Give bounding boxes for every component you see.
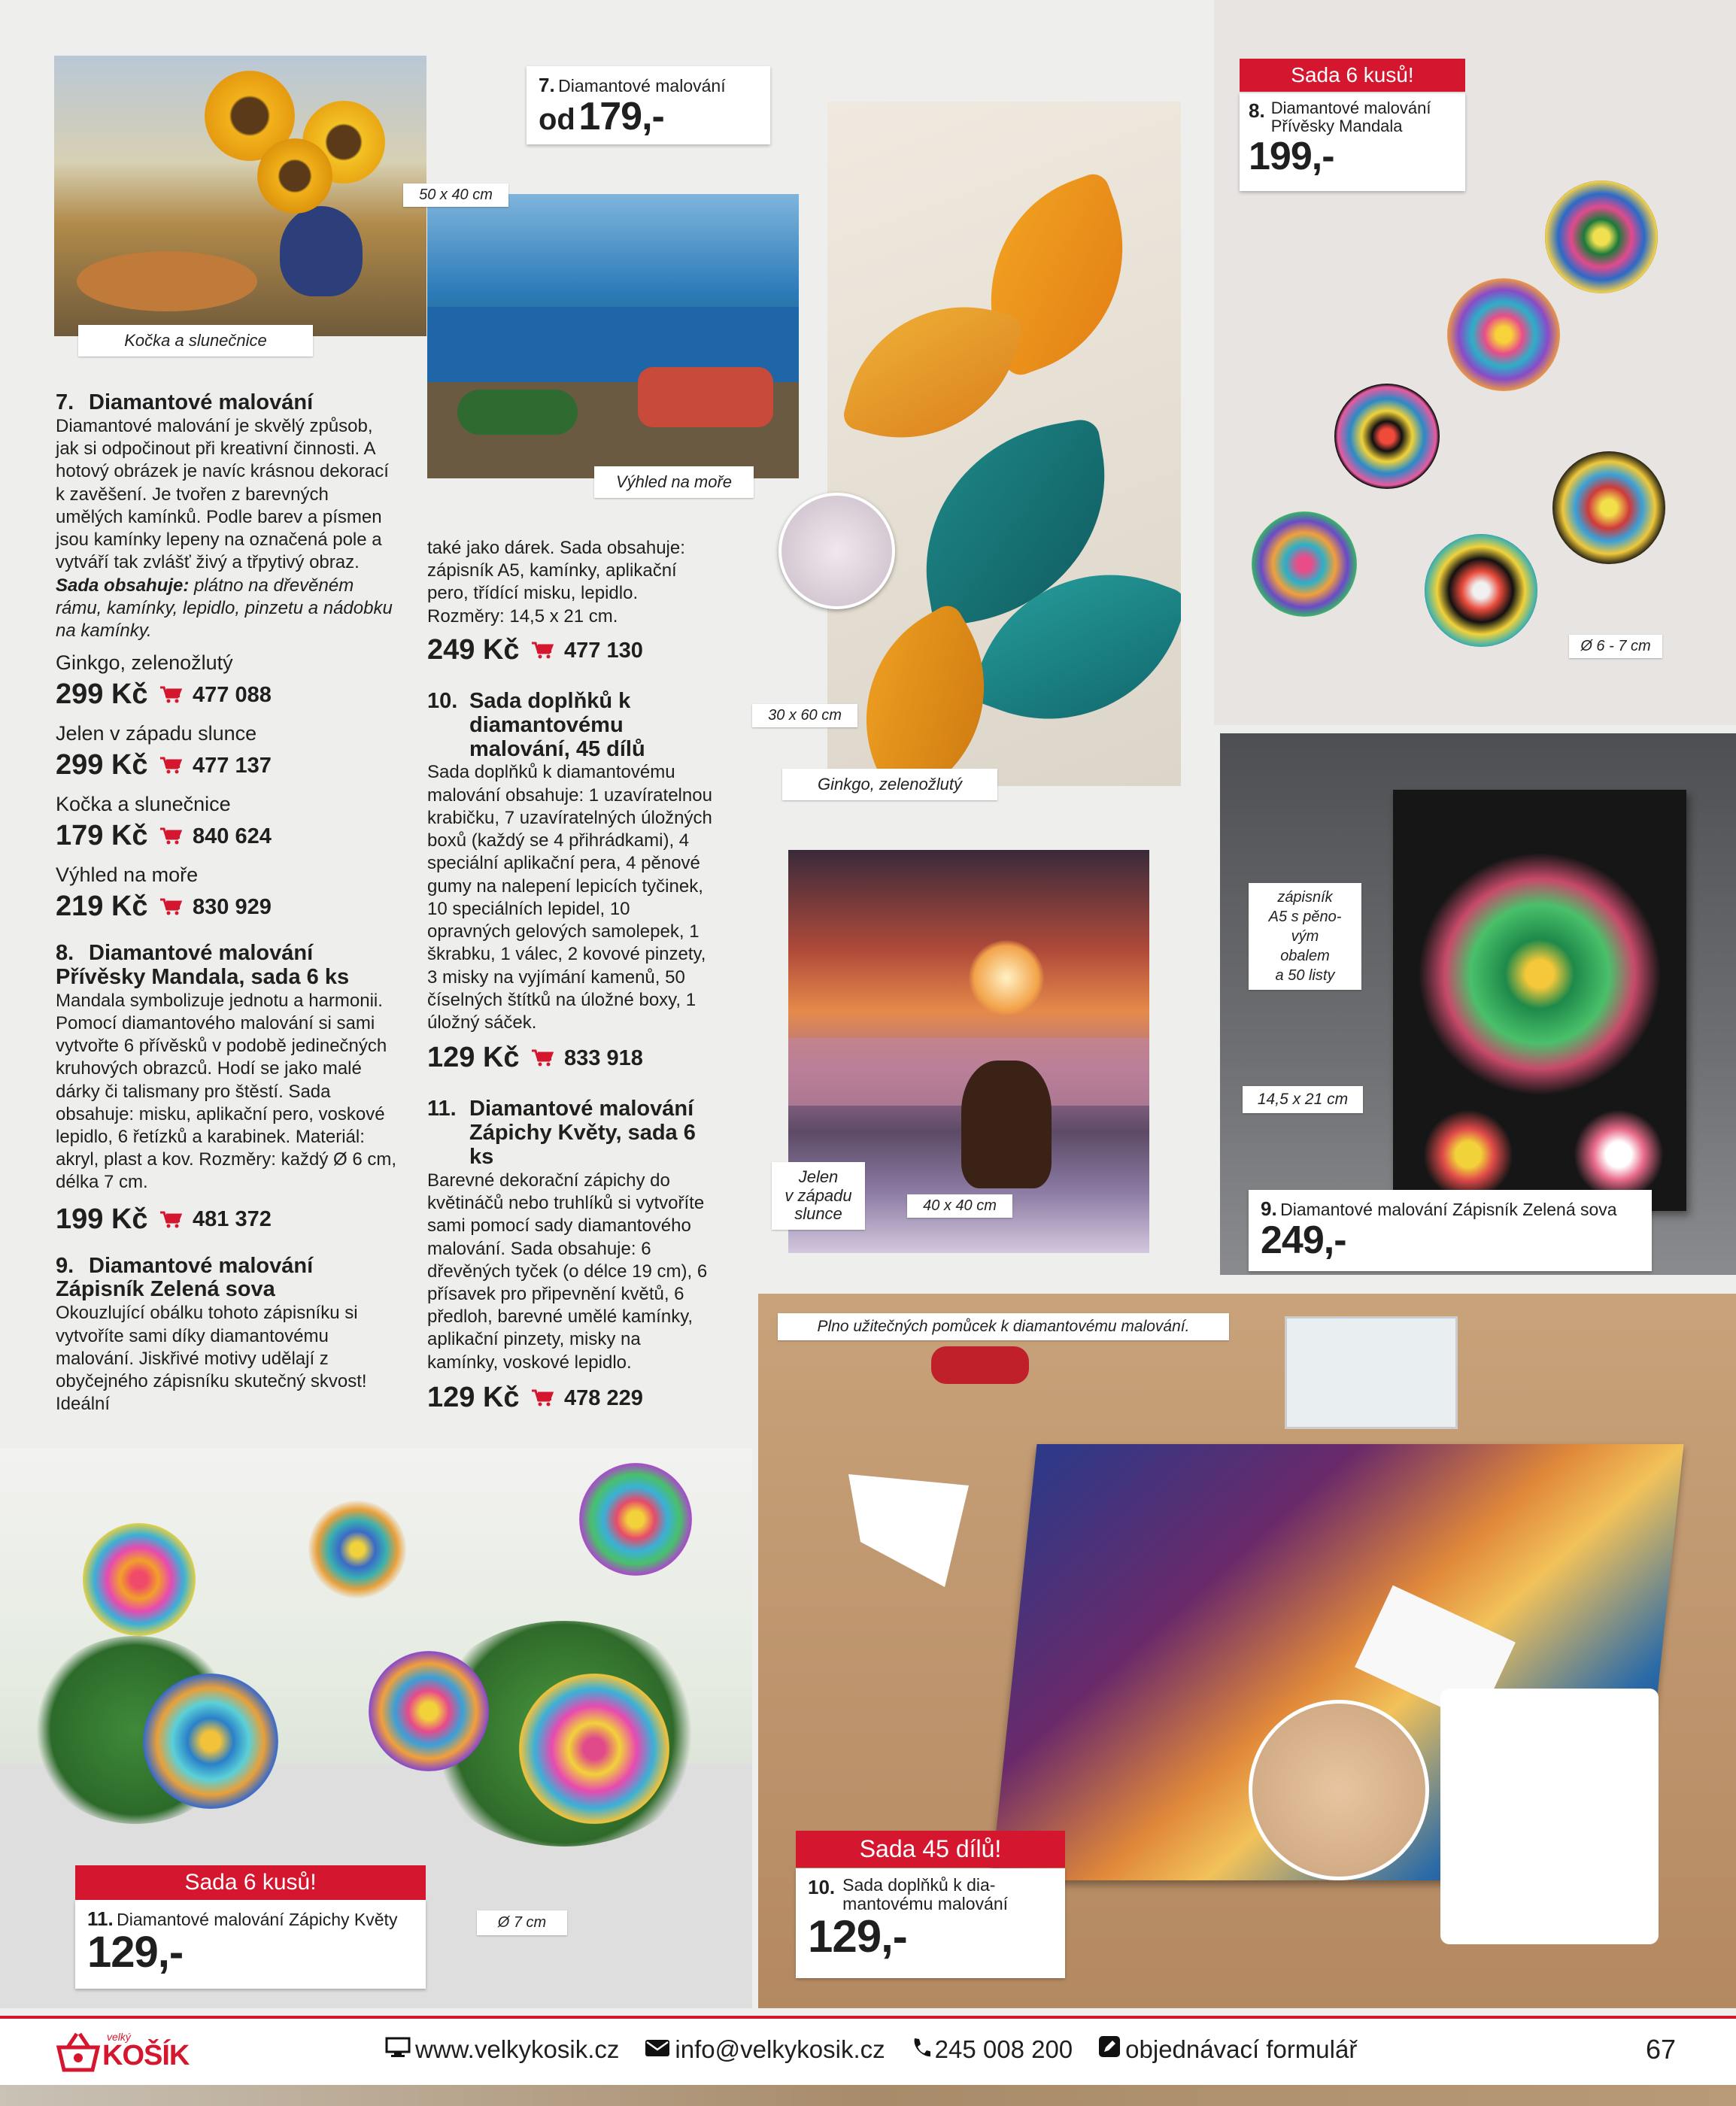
badge-set-45-parts: Sada 45 dílů!	[796, 1831, 1065, 1868]
size-ginkgo: 30 x 60 cm	[752, 704, 857, 727]
desc-product-8: Mandala symbolizuje jednotu a harmonii. Pomocí diamantového malování si sami vytvořte 6 přívěsků v podobě jedinečných kruhových obrazců. Hodí se jako malé dárky či talismany pro štěstí. Sada obsahuje: misku, aplikační pero, voskové lepidlo, 6 řetízků a karabinek. Materiál: akryl, plast a kov. Rozměry: každý Ø 6 cm, délka 7 cm.	[56, 990, 397, 1193]
price-7: 179,-	[578, 95, 664, 138]
envelope-icon	[645, 2035, 670, 2064]
size-deer: 40 x 40 cm	[907, 1194, 1012, 1218]
heading-product-9: 9. Diamantové malování Zápisník Zelená sova	[56, 1253, 314, 1302]
text-column-1	[56, 385, 397, 1416]
footer-bottom-strip	[0, 2085, 1736, 2106]
price-row-product-8: 199 Kč 481 372	[56, 1203, 272, 1235]
desc-product-11: Barevné dekorační zápichy do květináčů nebo truhlíků si vytvoříte sami pomocí sady diamantového malování. Sada obsahuje: 6 dřevěných tyček (o délce 19 cm), 6 přísavek pro připevnění květů, 6 předloh, barevné umělé kamínky, aplikační pinzety, misky na kamínky, voskové lepidlo.	[427, 1170, 708, 1373]
heading-product-8: 8. Diamantové malování Přívěsky Mandala, sada 6 ks	[56, 940, 350, 989]
text-column-2	[427, 537, 713, 1416]
velky-kosik-logo[interactable]	[54, 2029, 197, 2077]
phone-icon	[911, 2035, 930, 2064]
size-notebook: 14,5 x 21 cm	[1243, 1086, 1363, 1113]
price-box-8: 8. Diamantové malování Přívěsky Mandala 199,-	[1240, 93, 1465, 191]
variant-name: Výhled na moře	[56, 863, 199, 886]
footer-order-form-link[interactable]: objednávací formulář	[1098, 2035, 1357, 2064]
badge-set-6-picks: Sada 6 kusů!	[75, 1865, 426, 1900]
variant-name: Ginkgo, zelenožlutý	[56, 651, 233, 675]
photo-ginkgo	[827, 102, 1181, 786]
cart-icon[interactable]	[159, 1211, 182, 1229]
desc-product-9-cont: také jako dárek. Sada obsahuje: zápisník A5, kamínky, aplikační pero, třídící misku, lepidlo. Rozměry: 14,5 x 21 cm.	[427, 538, 685, 627]
size-flowers: Ø 7 cm	[477, 1910, 567, 1935]
photo-cat-sunflowers	[54, 56, 426, 336]
price-box-10: 10. Sada doplňků k dia- mantovému malování 129,-	[796, 1868, 1065, 1978]
footer-web-link[interactable]: www.velkykosik.cz	[385, 2035, 619, 2064]
edit-form-icon	[1098, 2035, 1121, 2064]
desc-product-7: Diamantové malování je skvělý způsob, jak si odpočinout při kreativní činnosti. A hotový obrázek je navíc krásnou dekorací k zavěšení. Je tvořen z barevných umělých kamínků. Podle barev a písmen jsou kamínky lepeny na označená pole a vytváří tak zvlášť živý a třpytivý obraz.	[56, 415, 389, 573]
page-number: 67	[1645, 2034, 1676, 2065]
footer-email-link[interactable]: info@velkykosik.cz	[645, 2035, 885, 2064]
cart-icon[interactable]	[531, 1389, 554, 1407]
price-box-7: 7. Diamantové malování od 179,-	[527, 66, 770, 144]
price-11: 129,-	[87, 1928, 184, 1977]
logo-small-text: velký	[107, 2031, 131, 2043]
diamond-closeup	[778, 493, 895, 609]
cart-icon[interactable]	[531, 642, 554, 660]
caption-cat: Kočka a slunečnice	[78, 325, 313, 357]
cart-icon[interactable]	[159, 827, 182, 845]
tools-inset-circle	[1249, 1700, 1429, 1880]
photo-sea-view	[427, 194, 799, 478]
price-box-11: 11. Diamantové malování Zápichy Květy 129,-	[75, 1900, 426, 1989]
price-row-product-10: 129 Kč 833 918	[427, 1042, 643, 1074]
heading-product-7: 7. Diamantové malování	[56, 390, 314, 414]
cart-icon[interactable]	[531, 1049, 554, 1067]
footer-phone-link[interactable]: 245 008 200	[911, 2035, 1073, 2064]
tools-inset-items	[1440, 1689, 1659, 1944]
price-8: 199,-	[1249, 135, 1334, 179]
caption-sea: Výhled na moře	[594, 466, 754, 498]
size-keychain: Ø 6 - 7 cm	[1569, 635, 1662, 658]
caption-ginkgo: Ginkgo, zelenožlutý	[782, 769, 997, 800]
price-row-product-11: 129 Kč 478 229	[427, 1381, 643, 1413]
heading-product-10: 10. Sada doplňků k diamantovému malování, 45 dílů	[427, 688, 645, 761]
shopping-basket-icon	[54, 2031, 102, 2076]
size-sea: 50 x 40 cm	[403, 184, 508, 207]
caption-tools: Plno užitečných pomůcek k diamantovému malování.	[778, 1313, 1229, 1340]
logo-big-text: KOŠÍK	[102, 2040, 190, 2071]
contents-product-7: Sada obsahuje: plátno na dřevěném rámu, kamínky, lepidlo, pinzetu a nádobku na kamínky.	[56, 575, 393, 641]
cart-icon[interactable]	[159, 898, 182, 916]
variant-name: Jelen v západu slunce	[56, 722, 257, 745]
price-10: 129,-	[808, 1910, 907, 1962]
desc-product-9: Okouzlující obálku tohoto zápisníku si vytvoříte sami díky diamantovému malování. Jiskřivé motivy udělají z obyčejného zápisníku skutečný skvost! Ideální	[56, 1303, 367, 1415]
heading-product-11: 11. Diamantové malování Zápichy Květy, sada 6 ks	[427, 1097, 696, 1169]
notebook-note: zápisník A5 s pěno- vým obalem a 50 listy	[1249, 883, 1361, 990]
footer-contact-links	[385, 2035, 1357, 2064]
cart-icon[interactable]	[159, 757, 182, 775]
caption-deer: Jelen v západu slunce	[772, 1162, 865, 1230]
variant-price-row: 179 Kč 840 624	[56, 820, 272, 852]
variant-price-row: 299 Kč 477 088	[56, 678, 272, 711]
variant-price-row: 299 Kč 477 137	[56, 749, 272, 781]
variant-price-row: 219 Kč 830 929	[56, 890, 272, 922]
variant-name: Kočka a slunečnice	[56, 793, 231, 816]
cart-icon[interactable]	[159, 686, 182, 704]
price-9: 249,-	[1261, 1218, 1346, 1262]
price-box-9: 9. Diamantové malování Zápisník Zelená sova 249,-	[1249, 1190, 1652, 1271]
price-row-product-9: 249 Kč 477 130	[427, 633, 643, 666]
badge-set-6-keychains: Sada 6 kusů!	[1240, 59, 1465, 92]
monitor-icon	[385, 2035, 411, 2064]
desc-product-10: Sada doplňků k diamantovému malování obsahuje: 1 uzavíratelnou krabičku, 7 uzavíratelných úložných boxů (každý se 4 přihrádkami), 4 speciální aplikační pera, 4 pěnové gumy na nalepení lepicích tyčinek, 10 speciálních lepidel, 10 opravných gelových samolepek, 1 škrabku, 1 válec, 2 kovové pinzety, 3 misky na vyjímání kamenů, 50 číselných štítků na úložné boxy, 1 úložný sáček.	[427, 762, 712, 1033]
footer	[0, 2016, 1736, 2085]
